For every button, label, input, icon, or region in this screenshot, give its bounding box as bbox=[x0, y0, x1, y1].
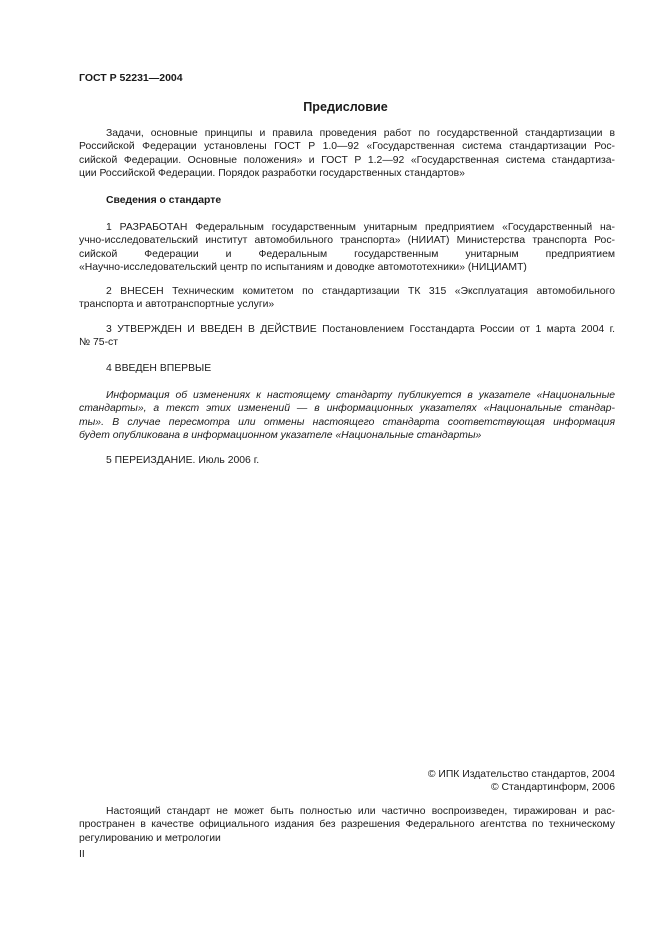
item-5: 5 ПЕРЕИЗДАНИЕ. Июль 2006 г. bbox=[106, 455, 260, 466]
copyright-block bbox=[300, 768, 615, 795]
text-line: Задачи, основные принципы и правила проведения работ по государственной стандартизации в bbox=[106, 128, 615, 139]
text-line: сийской Федерации и Федеральным государственным унитарным предприятием bbox=[79, 248, 615, 260]
text-line: пространен в качестве официального издания без разрешения Федерального агентства по техническому bbox=[79, 819, 615, 831]
document-code: ГОСТ Р 52231—2004 bbox=[79, 72, 183, 84]
page-number: II bbox=[79, 849, 85, 860]
page-title: Предисловие bbox=[303, 100, 388, 114]
copyright-line: © Стандартинформ, 2006 bbox=[490, 782, 615, 794]
text-line: транспорта и автотранспортные услуги» bbox=[79, 299, 275, 311]
copyright-line: © ИПК Издательство стандартов, 2004 bbox=[427, 769, 615, 780]
text-line: Настоящий стандарт не может быть полностью или частично воспроизведен, тиражирован и рас- bbox=[106, 806, 615, 817]
item-2 bbox=[79, 285, 615, 312]
text-line: 1 РАЗРАБОТАН Федеральным государственным унитарным предприятием «Государственный на- bbox=[106, 222, 615, 233]
legal-notice bbox=[79, 805, 615, 845]
text-line: Российской Федерации установлены ГОСТ Р 1.0—92 «Государственная система стандартизации Рос- bbox=[79, 141, 615, 153]
text-line: будет опубликована в информационном указателе «Национальные стандарты» bbox=[79, 429, 482, 441]
text-line: Информация об изменениях к настоящему стандарту публикуется в указателе «Национальные bbox=[106, 390, 615, 401]
item-4: 4 ВВЕДЕН ВПЕРВЫЕ bbox=[106, 363, 212, 374]
intro-paragraph bbox=[79, 127, 615, 180]
info-heading: Сведения о стандарте bbox=[106, 195, 222, 206]
text-line: 2 ВНЕСЕН Техническим комитетом по стандартизации ТК 315 «Эксплуатация автомобильного bbox=[106, 286, 615, 297]
text-line: «Научно-исследовательский центр по испытаниям и доводке автомототехники» (НИЦИАМТ) bbox=[79, 261, 527, 273]
text-line: ции Российской Федерации. Порядок разработки государственных стандартов» bbox=[79, 167, 465, 179]
text-line: 3 УТВЕРЖДЕН И ВВЕДЕН В ДЕЙСТВИЕ Постановлением Госстандарта России от 1 марта 2004 г. bbox=[106, 324, 615, 335]
changes-notice bbox=[79, 389, 615, 442]
text-line: № 75-ст bbox=[79, 337, 119, 349]
text-line: ты». В случае пересмотра или отмены настоящего стандарта соответствующая информация bbox=[79, 416, 615, 428]
text-line: стандарты», а текст этих изменений — в информационных указателях «Национальные стандар- bbox=[79, 403, 615, 415]
item-3 bbox=[79, 323, 615, 350]
text-line: учно-исследовательский институт автомобильного транспорта» (НИИАТ) Министерства транспорта Рос- bbox=[79, 235, 615, 247]
item-1 bbox=[79, 221, 615, 274]
text-line: сийской Федерации. Основные положения» и ГОСТ Р 1.2—92 «Государственная система стандартиза- bbox=[79, 154, 615, 166]
text-line: регулированию и метрологии bbox=[79, 832, 221, 844]
